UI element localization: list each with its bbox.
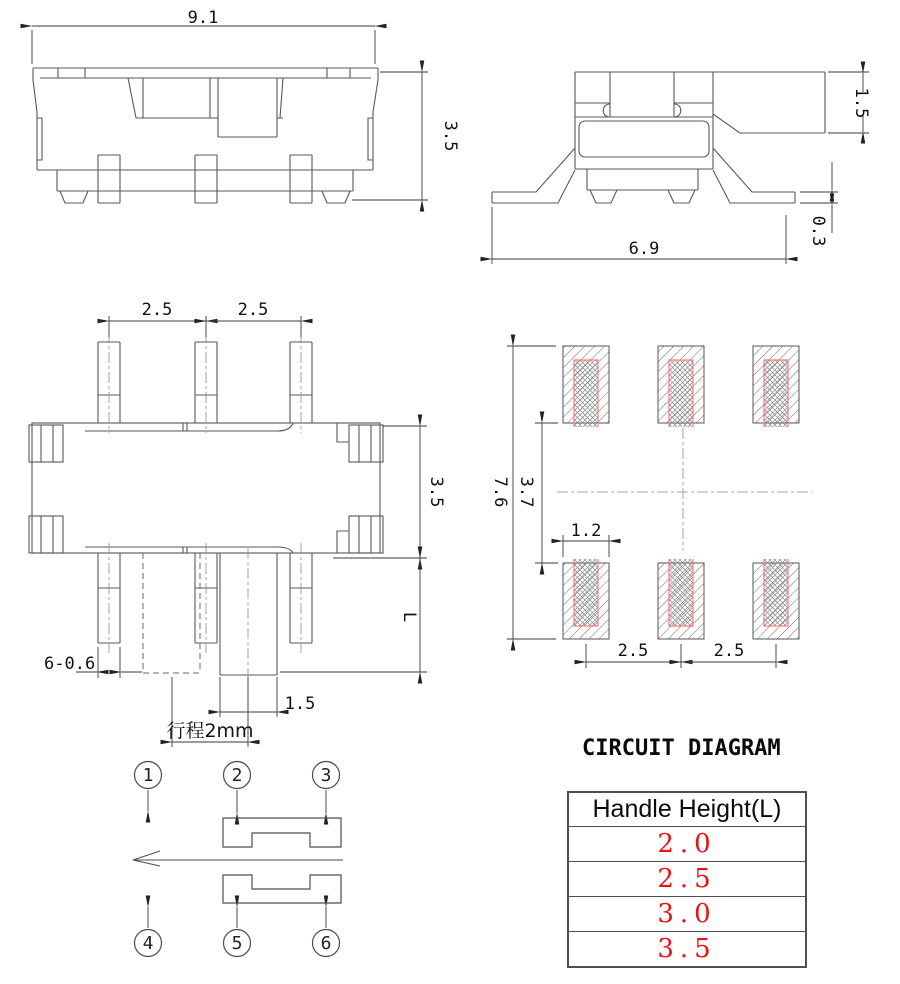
contact-top	[223, 818, 341, 847]
front-view	[33, 68, 378, 203]
dim-plan-travel-note: 行程2mm	[166, 720, 254, 742]
dim-plan-pin-width: 6-0.6	[44, 654, 96, 674]
dim-plan-body-height: 3.5	[426, 476, 446, 508]
dim-land-pitch-left: 2.5	[617, 641, 649, 661]
terminal-2: 2	[231, 765, 243, 786]
dim-land-outer-height: 7.6	[490, 476, 510, 508]
table-row: 2.5	[569, 862, 805, 897]
plan-view-centerlines	[109, 332, 301, 680]
terminal-5: 5	[231, 933, 243, 954]
dim-side-handle-height: 1.5	[851, 87, 871, 119]
dim-side-foot-thickness: 0.3	[808, 215, 828, 247]
plan-view-handle-alt-position	[143, 553, 200, 673]
pcb-land-pattern	[507, 346, 812, 668]
table-row: 2.0	[569, 827, 805, 862]
dim-front-width: 9.1	[187, 8, 219, 28]
circuit-diagram-heading: CIRCUIT DIAGRAM	[582, 736, 781, 761]
terminal-3: 3	[320, 765, 332, 786]
side-view	[492, 72, 825, 203]
dim-side-width: 6.9	[628, 239, 660, 259]
handle-height-table	[567, 791, 807, 968]
land-pattern-dimensions	[507, 346, 776, 668]
circuit-schematic	[133, 762, 343, 957]
dim-plan-pitch-right: 2.5	[237, 300, 269, 320]
table-row: 3.0	[569, 897, 805, 932]
slide-direction-arrow	[133, 851, 343, 866]
terminal-1: 1	[142, 765, 154, 786]
plan-view-dimensions	[76, 316, 427, 747]
dim-land-inner-height: 3.7	[516, 476, 536, 508]
table-header: Handle Height(L)	[569, 793, 805, 827]
table-row: 3.5	[657, 934, 717, 964]
front-view-dimensions	[32, 26, 428, 200]
contact-bottom	[223, 875, 341, 903]
dim-plan-handle-length: L	[399, 611, 419, 623]
dim-front-height: 3.5	[440, 120, 460, 152]
dim-land-pitch-right: 2.5	[713, 641, 745, 661]
dim-plan-handle-width: 1.5	[284, 694, 316, 714]
terminal-6: 6	[320, 933, 332, 954]
terminal-4: 4	[142, 933, 154, 954]
dim-plan-pitch-left: 2.5	[141, 300, 173, 320]
dim-land-pad-width: 1.2	[570, 521, 602, 541]
